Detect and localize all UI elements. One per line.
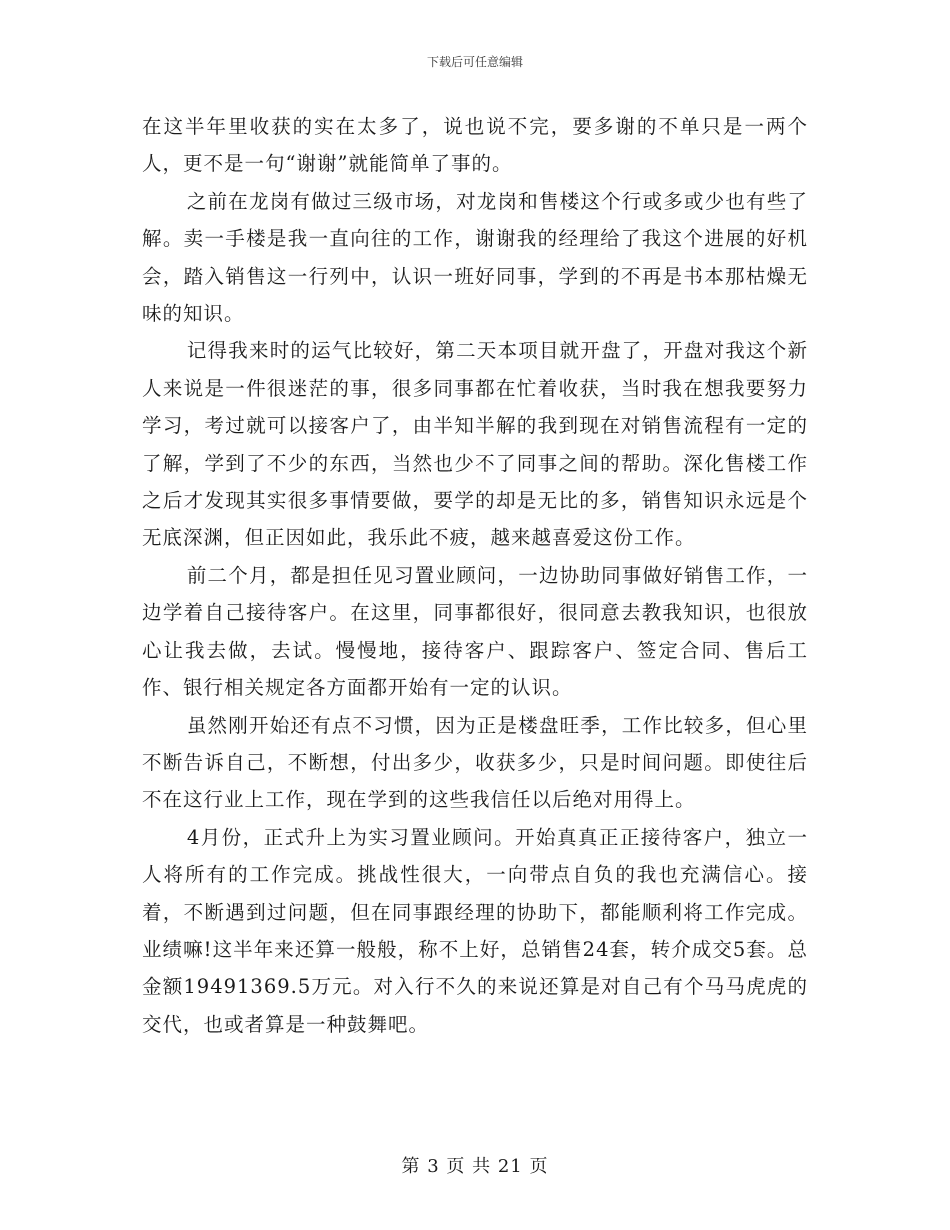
page-header: 下载后可任意编辑 [426, 55, 523, 69]
paragraph-2: 之前在龙岗有做过三级市场，对龙岗和售楼这个行或多或少也有些了解。卖一手楼是我一直向往的工作，谢谢我的经理给了我这个进展的好机会，踏入销售这一行列中，认识一班好同事，学到的不再是书本那枯燥无味的知识。 [142, 189, 808, 326]
paragraph-3: 记得我来时的运气比较好，第二天本项目就开盘了，开盘对我这个新人来说是一件很迷茫的事，很多同事都在忙着收获，当时我在想我要努力学习，考过就可以接客户了，由半知半解的我到现在对销售流程有一定的了解，学到了不少的东西，当然也少不了同事之间的帮助。深化售楼工作之后才发现其实很多事情要做，要学的却是无比的多，销售知识永远是个无底深渊，但正因如此，我乐此不疲，越来越喜爱这份工作。 [142, 339, 808, 550]
document-body [142, 108, 808, 1043]
paragraph-4: 前二个月，都是担任见习置业顾问，一边协助同事做好销售工作，一边学着自己接待客户。在这里，同事都很好，很同意去教我知识，也很放心让我去做，去试。慢慢地，接待客户、跟踪客户、签定合同、售后工作、银行相关规定各方面都开始有一定的认识。 [142, 563, 808, 700]
page-number: 第 3 页 共 21 页 [401, 1156, 549, 1177]
paragraph-5: 虽然刚开始还有点不习惯，因为正是楼盘旺季，工作比较多，但心里不断告诉自己，不断想，付出多少，收获多少，只是时间问题。即使往后不在这行业上工作，现在学到的这些我信任以后绝对用得上。 [142, 713, 808, 812]
paragraph-1: 在这半年里收获的实在太多了，说也说不完，要多谢的不单只是一两个人，更不是一句“谢谢”就能简单了事的。 [142, 115, 808, 176]
paragraph-6: 4月份，正式升上为实习置业顾问。开始真真正正接待客户，独立一人将所有的工作完成。挑战性很大，一向带点自负的我也充满信心。接着，不断遇到过问题，但在同事跟经理的协助下，都能顺利将工作完成。业绩嘛!这半年来还算一般般，称不上好，总销售24套，转介成交5套。总金额19491369.5万元。对入行不久的来说还算是对自己有个马马虎虎的交代，也或者算是一种鼓舞吧。 [142, 825, 808, 1036]
